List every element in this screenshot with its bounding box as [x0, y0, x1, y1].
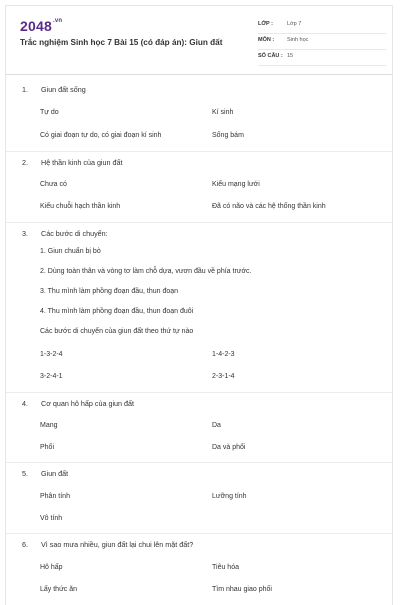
meta-label: SỐ CÂU :	[258, 53, 283, 59]
answer-option[interactable]: Sống bám	[212, 132, 244, 139]
answer-option[interactable]: Phổi	[40, 444, 55, 451]
answer-option[interactable]: Có giai đoạn tự do, có giai đoạn kí sinh	[40, 132, 162, 139]
question-step: 1. Giun chuẩn bị bò	[40, 248, 101, 255]
question-divider	[6, 151, 392, 152]
meta-subject	[258, 34, 386, 50]
meta-count	[258, 50, 386, 66]
question-divider	[6, 222, 392, 223]
question-number: 1.	[22, 85, 28, 94]
question-prompt: Các bước di chuyển của giun đất theo thứ tự nào	[40, 328, 194, 335]
answer-option[interactable]: Phân tính	[40, 493, 70, 500]
document-page	[5, 5, 393, 605]
meta-value: Lớp 7	[287, 21, 302, 27]
answer-option[interactable]: 1-3-2-4	[40, 351, 63, 358]
header-divider	[6, 74, 392, 75]
answer-option[interactable]: Vô tính	[40, 515, 63, 522]
question-text: Vì sao mưa nhiều, giun đất lại chui lên mặt đất?	[41, 540, 194, 549]
answer-option[interactable]: Kiểu chuỗi hạch thần kinh	[40, 203, 121, 210]
question-number: 2.	[22, 158, 28, 167]
question-number: 6.	[22, 540, 28, 549]
question-divider	[6, 533, 392, 534]
logo-text: 2048	[20, 18, 52, 34]
answer-option[interactable]: Da	[212, 422, 221, 429]
answer-option[interactable]: Hô hấp	[40, 564, 63, 571]
question-text: Cơ quan hô hấp của giun đất	[41, 399, 135, 408]
answer-option[interactable]: 1-4-2-3	[212, 351, 235, 358]
logo-suffix: .vn	[52, 18, 63, 24]
answer-option[interactable]: Mang	[40, 422, 58, 429]
question-number: 3.	[22, 229, 28, 238]
question-step: 4. Thu mình làm phồng đoạn đầu, thun đoạn đuôi	[40, 308, 194, 315]
question-divider	[6, 392, 392, 393]
page-header	[6, 6, 392, 74]
question-number: 4.	[22, 399, 28, 408]
meta-value: Sinh học	[287, 37, 309, 43]
page-title: Trắc nghiệm Sinh học 7 Bài 15 (có đáp án): Giun đất	[20, 38, 223, 47]
question-text: Giun đất	[41, 469, 69, 478]
answer-option[interactable]: Kí sinh	[212, 109, 234, 116]
answer-option[interactable]: Tự do	[40, 109, 59, 116]
answer-option[interactable]: Tiêu hóa	[212, 564, 239, 571]
meta-label: MÔN :	[258, 37, 275, 43]
answer-option[interactable]: 3-2-4-1	[40, 373, 63, 380]
question-step: 3. Thu mình làm phồng đoạn đầu, thun đoạn	[40, 288, 179, 295]
answer-option[interactable]: Lưỡng tính	[212, 493, 247, 500]
question-number: 5.	[22, 469, 28, 478]
answer-option[interactable]: Kiểu mạng lưới	[212, 181, 260, 188]
question-text: Hệ thần kinh của giun đất	[41, 158, 123, 167]
answer-option[interactable]: Lấy thức ăn	[40, 586, 77, 593]
answer-option[interactable]: Tìm nhau giao phối	[212, 586, 272, 593]
question-divider	[6, 462, 392, 463]
answer-option[interactable]: Chưa có	[40, 181, 67, 188]
question-text: Giun đất sống	[41, 85, 86, 94]
meta-value: 15	[287, 53, 294, 59]
answer-option[interactable]: Đã có não và các hệ thống thần kinh	[212, 203, 326, 210]
meta-class	[258, 18, 386, 34]
question-step: 2. Dùng toàn thân và vòng tơ làm chỗ dựa, vươn đầu về phía trước.	[40, 268, 252, 275]
question-text: Các bước di chuyển:	[41, 229, 108, 238]
answer-option[interactable]: 2-3-1-4	[212, 373, 235, 380]
answer-option[interactable]: Da và phổi	[212, 444, 246, 451]
meta-label: LỚP :	[258, 21, 273, 27]
site-logo[interactable]	[20, 18, 62, 34]
